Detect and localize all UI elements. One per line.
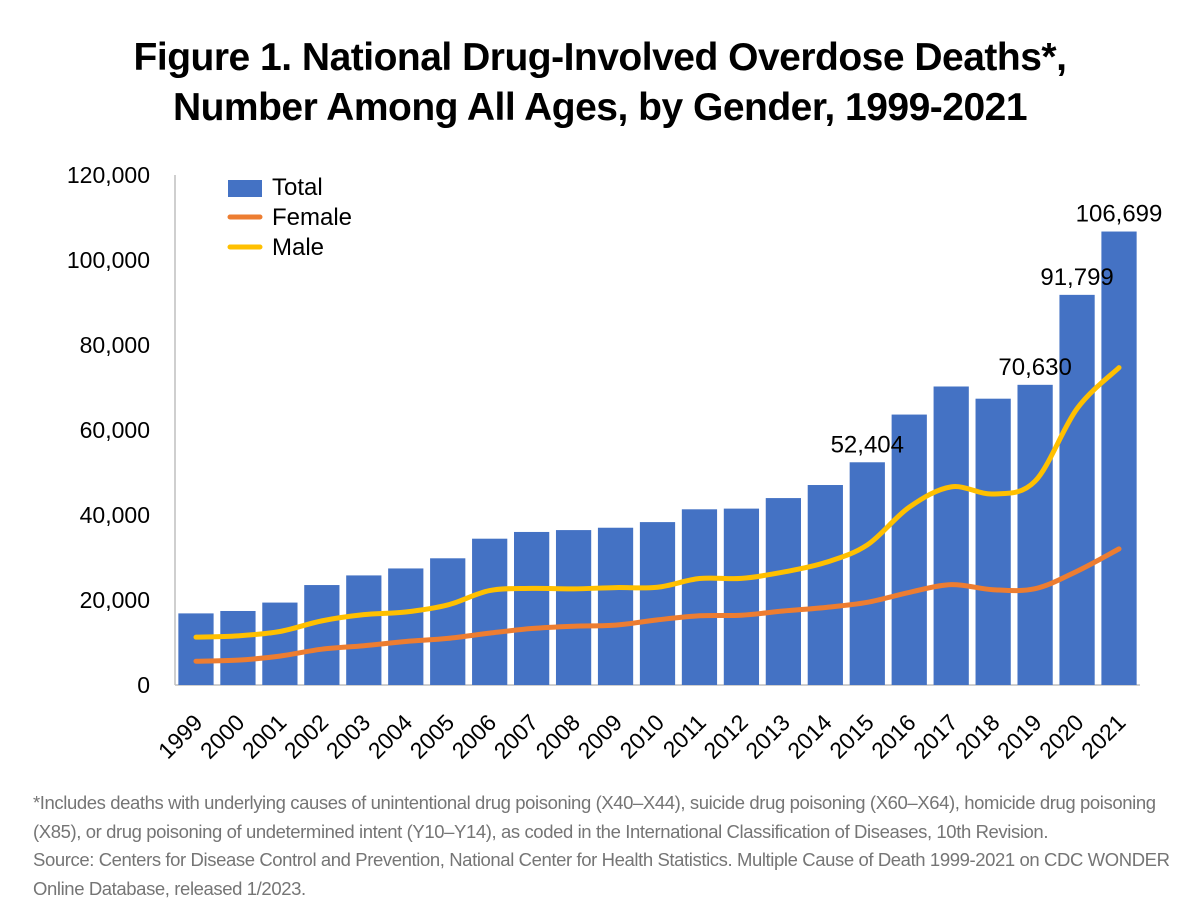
legend-swatch-total (228, 180, 262, 197)
x-label-2006: 2006 (446, 709, 502, 764)
figure-title-line2: Number Among All Ages, by Gender, 1999-2021 (172, 86, 1028, 129)
legend-label-female: Female (272, 204, 353, 231)
bar-2011 (682, 509, 717, 685)
x-label-2019: 2019 (992, 709, 1047, 764)
x-label-2016: 2016 (866, 709, 921, 764)
y-tick-100,000: 100,000 (66, 247, 150, 273)
bar-2014 (808, 485, 843, 685)
bar-2001 (262, 603, 297, 685)
bar-2005 (430, 558, 465, 685)
bar-2007 (514, 532, 549, 685)
x-label-2009: 2009 (572, 709, 628, 764)
footnote-source: Source: Centers for Disease Control and Prevention, National Center for Health Statistics. Multiple Cause of Death 1999-2021 on CDC WONDER Online Database, released 1/2023. (33, 849, 1170, 899)
x-label-2015: 2015 (824, 709, 879, 764)
x-label-2018: 2018 (950, 709, 1005, 764)
bar-2017 (934, 386, 969, 685)
x-label-2004: 2004 (362, 709, 418, 764)
bar-2010 (640, 522, 675, 685)
bar-2008 (556, 530, 591, 685)
figure-title (0, 33, 1200, 133)
x-label-2005: 2005 (404, 709, 460, 764)
y-tick-60,000: 60,000 (79, 417, 150, 443)
x-label-2001: 2001 (236, 709, 292, 764)
x-label-2013: 2013 (740, 709, 795, 764)
x-label-2021: 2021 (1075, 709, 1131, 764)
data-label-2019: 70,630 (998, 353, 1072, 381)
y-tick-120,000: 120,000 (66, 162, 150, 188)
x-label-2008: 2008 (530, 709, 586, 764)
y-tick-40,000: 40,000 (79, 502, 150, 528)
bar-2012 (724, 509, 759, 685)
bar-2013 (766, 498, 801, 685)
x-label-2020: 2020 (1034, 709, 1089, 764)
x-label-2011: 2011 (657, 709, 711, 763)
legend-label-total: Total (272, 174, 323, 201)
data-label-2021: 106,699 (1075, 200, 1163, 228)
bar-2015 (850, 462, 885, 685)
y-tick-20,000: 20,000 (79, 587, 150, 613)
x-label-2010: 2010 (614, 709, 670, 764)
bar-2000 (220, 611, 255, 685)
overdose-deaths-chart (0, 150, 1200, 790)
bar-2019 (1017, 385, 1052, 685)
data-label-2020: 91,799 (1040, 263, 1114, 291)
bar-2009 (598, 528, 633, 685)
x-label-2003: 2003 (320, 709, 376, 764)
bar-1999 (178, 613, 213, 685)
bar-2002 (304, 585, 339, 685)
bar-2018 (976, 399, 1011, 685)
figure-title-line1: Figure 1. National Drug-Involved Overdose Deaths*, (133, 36, 1067, 79)
x-label-2000: 2000 (194, 709, 250, 764)
y-tick-0: 0 (137, 672, 150, 698)
x-label-2007: 2007 (488, 709, 544, 764)
data-label-2015: 52,404 (830, 431, 904, 459)
footnote-note: *Includes deaths with underlying causes of unintentional drug poisoning (X40–X44), suicide drug poisoning (X60–X64), homicide drug poisoning (X85), or drug poisoning of undetermined intent (Y10–Y14), as coded in the International Classification of Diseases, 10th Revision. (33, 792, 1156, 842)
footnote (33, 789, 1185, 900)
x-label-2002: 2002 (278, 709, 334, 764)
x-label-2012: 2012 (698, 709, 753, 764)
x-label-2014: 2014 (782, 709, 837, 764)
bar-2004 (388, 568, 423, 685)
x-label-2017: 2017 (908, 709, 963, 764)
bar-2021 (1101, 232, 1136, 685)
bar-2003 (346, 575, 381, 685)
bar-2006 (472, 539, 507, 685)
x-label-1999: 1999 (152, 709, 208, 764)
y-tick-80,000: 80,000 (79, 332, 150, 358)
legend-label-male: Male (272, 234, 325, 261)
